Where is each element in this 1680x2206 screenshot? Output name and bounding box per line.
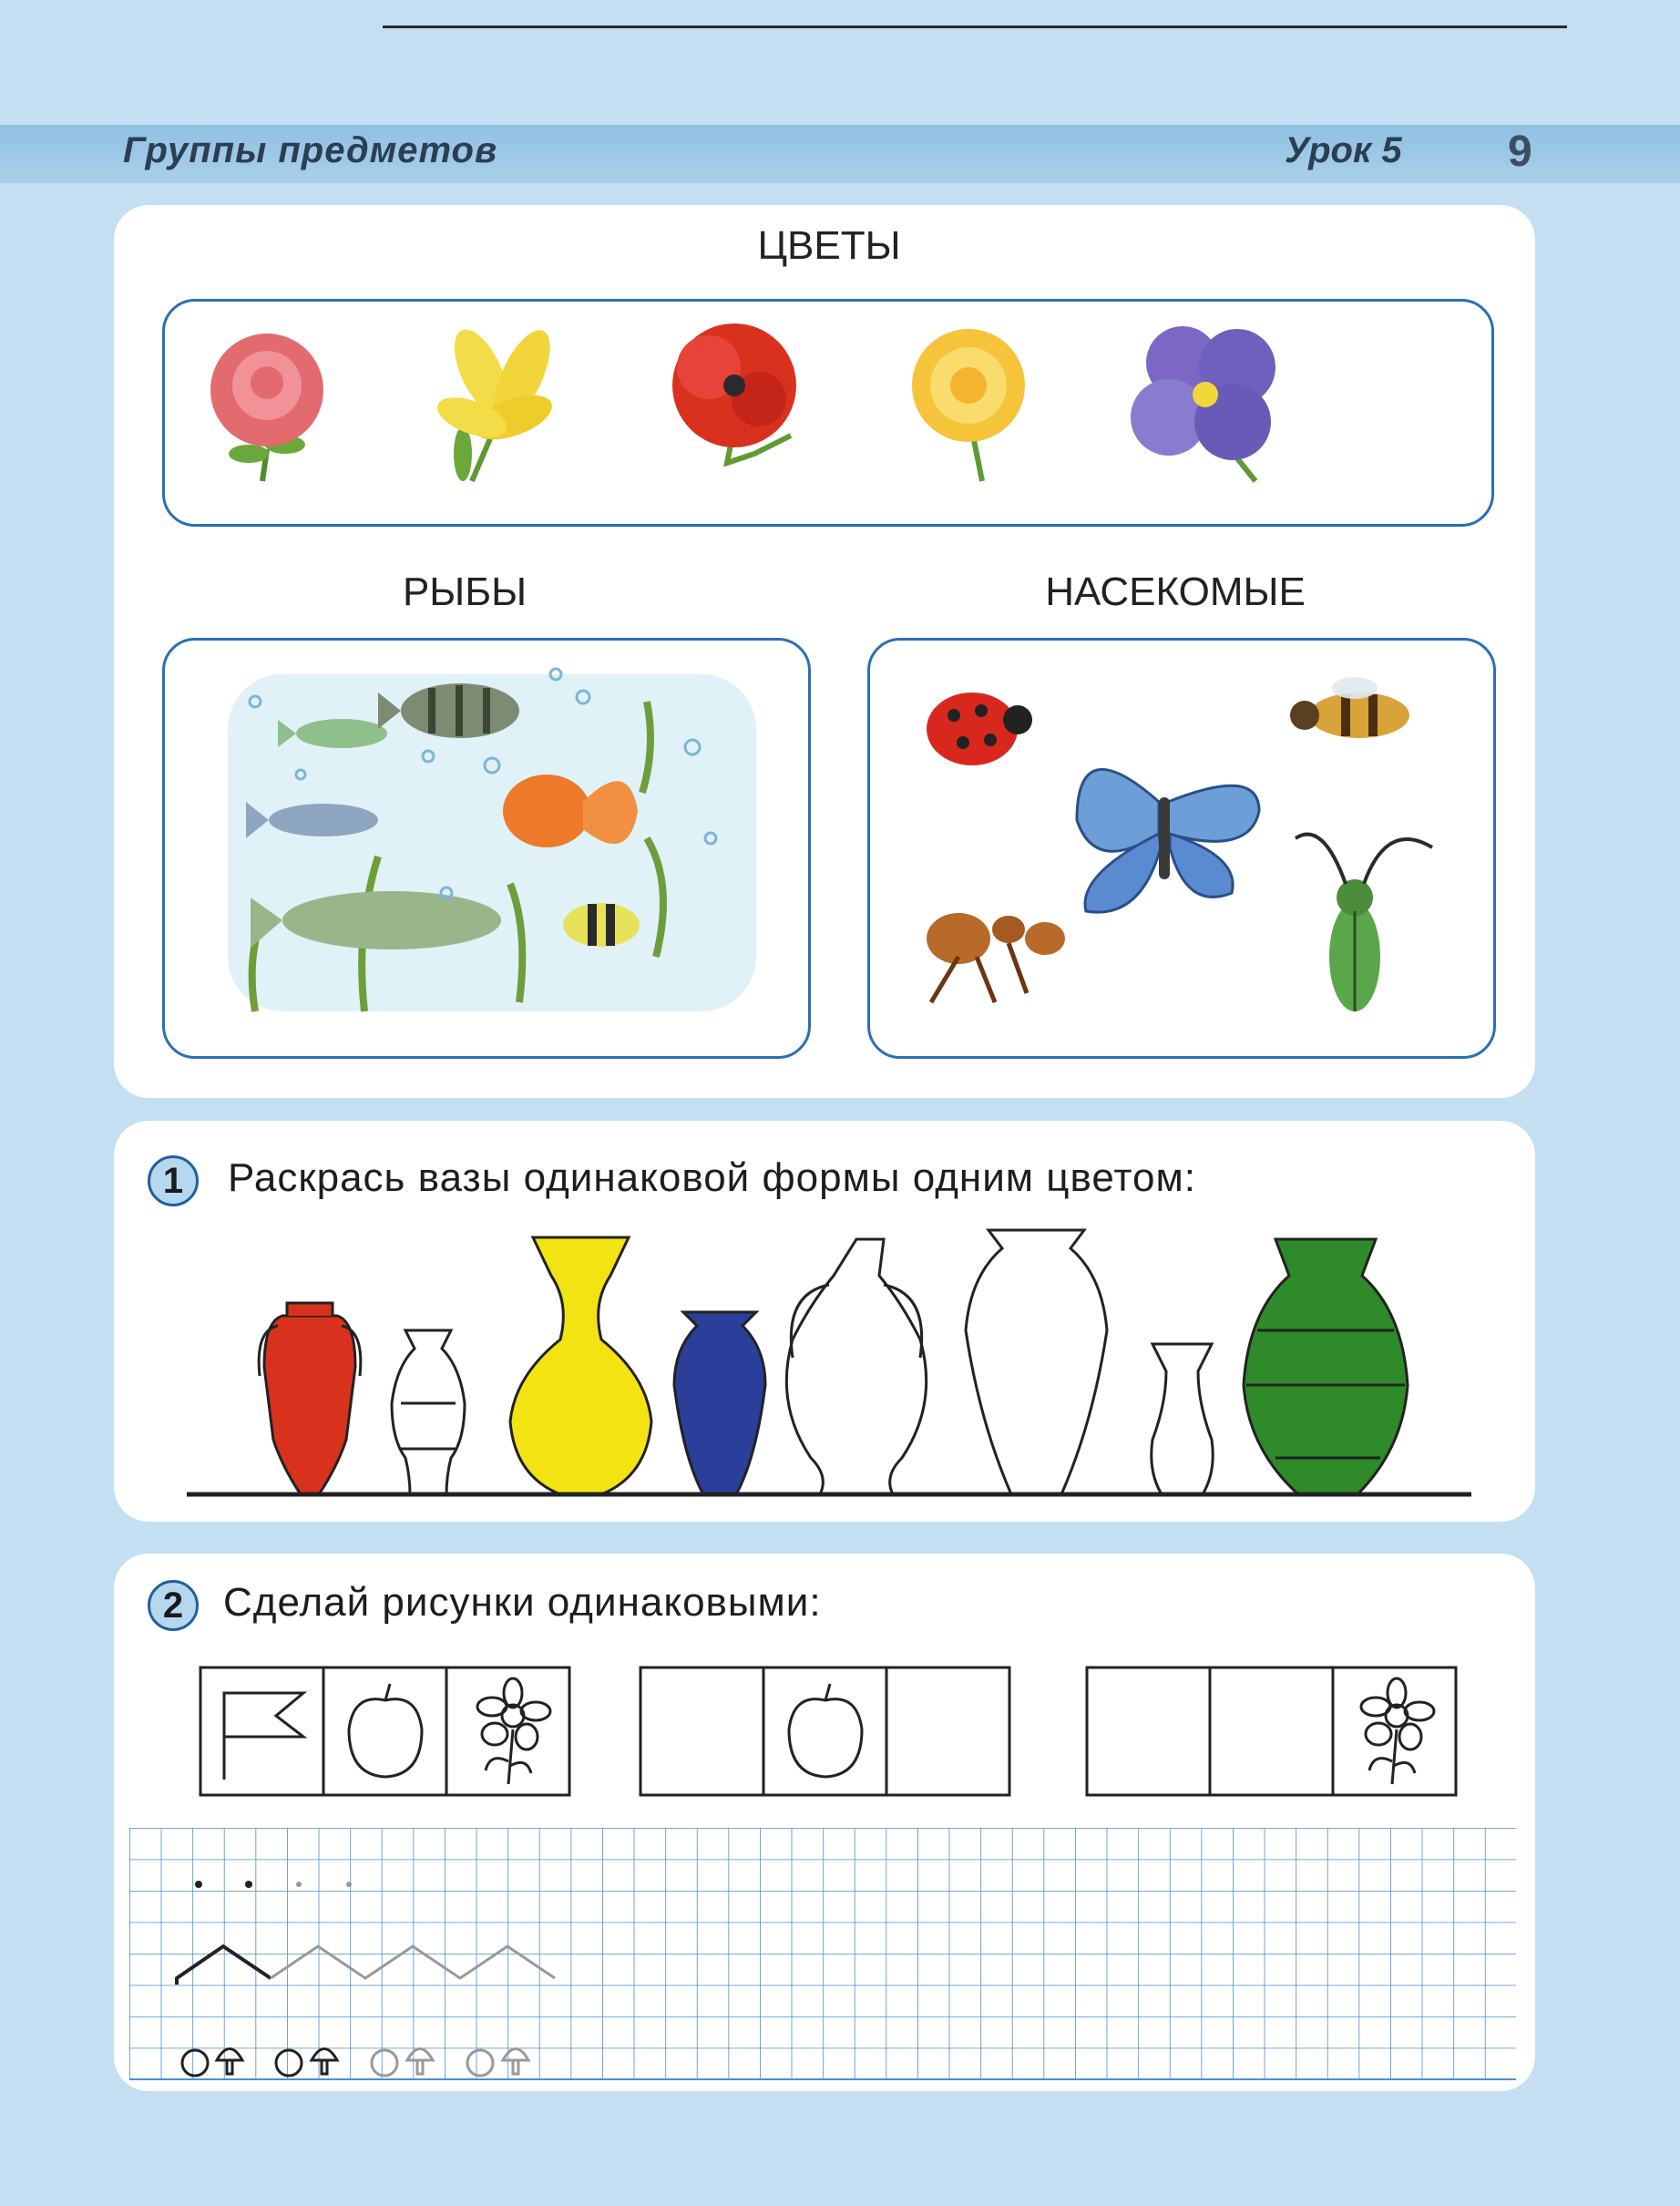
bee-icon (1290, 677, 1409, 738)
flower-outline-icon (477, 1678, 550, 1784)
vase-red-amphora[interactable] (259, 1303, 361, 1494)
vase-yellow[interactable] (510, 1237, 651, 1494)
striped-fish-icon (563, 903, 640, 947)
task-2-text: Сделай рисунки одинаковыми: (223, 1580, 822, 1625)
insects-title: НАСЕКОМЫЕ (1045, 569, 1306, 614)
task-1-text: Раскрась вазы одинаковой формы одним цветом: (228, 1155, 1196, 1200)
vase-white-small[interactable] (392, 1330, 465, 1494)
flowers-illustrations (162, 299, 1494, 527)
lily-icon (432, 322, 561, 481)
box-group-1 (200, 1667, 569, 1795)
vase-green[interactable] (1244, 1239, 1408, 1494)
header-band (0, 125, 1680, 183)
task-2-number: 2 (148, 1580, 199, 1631)
vase-white-small-2[interactable] (1152, 1344, 1214, 1494)
box-group-3[interactable] (1087, 1667, 1456, 1795)
task-1-number: 1 (148, 1155, 199, 1206)
ant-icon (927, 913, 1065, 1002)
apple-icon (789, 1684, 862, 1777)
insects-illustration (867, 638, 1496, 1059)
vase-blue[interactable] (674, 1312, 765, 1494)
pansy-icon (1131, 326, 1275, 481)
butterfly-icon (1077, 769, 1259, 912)
lesson-label: Урок 5 (1285, 130, 1402, 170)
fish-title: РЫБЫ (402, 569, 528, 614)
flowers-title: ЦВЕТЫ (757, 223, 901, 268)
fish-illustration (219, 656, 765, 1021)
page-number: 9 (1508, 128, 1532, 176)
goldfish-icon (503, 775, 638, 847)
picture-boxes (199, 1666, 1465, 1802)
poppy-icon (672, 323, 796, 463)
ladybug-icon (927, 693, 1032, 765)
rose-icon (210, 333, 323, 481)
flag-icon (224, 1693, 303, 1780)
section-title: Группы предметов (123, 130, 498, 170)
vase-white-amphora[interactable] (786, 1239, 926, 1494)
top-rule (383, 26, 1567, 28)
vase-white-tall[interactable] (966, 1230, 1107, 1494)
practice-grid[interactable] (129, 1828, 1516, 2079)
dandelion-icon (912, 329, 1025, 481)
beetle-icon (1296, 835, 1432, 1011)
apple-icon (349, 1684, 422, 1777)
flower-outline-icon (1361, 1678, 1434, 1784)
vases-row (173, 1221, 1485, 1503)
box-group-2[interactable] (640, 1667, 1009, 1795)
